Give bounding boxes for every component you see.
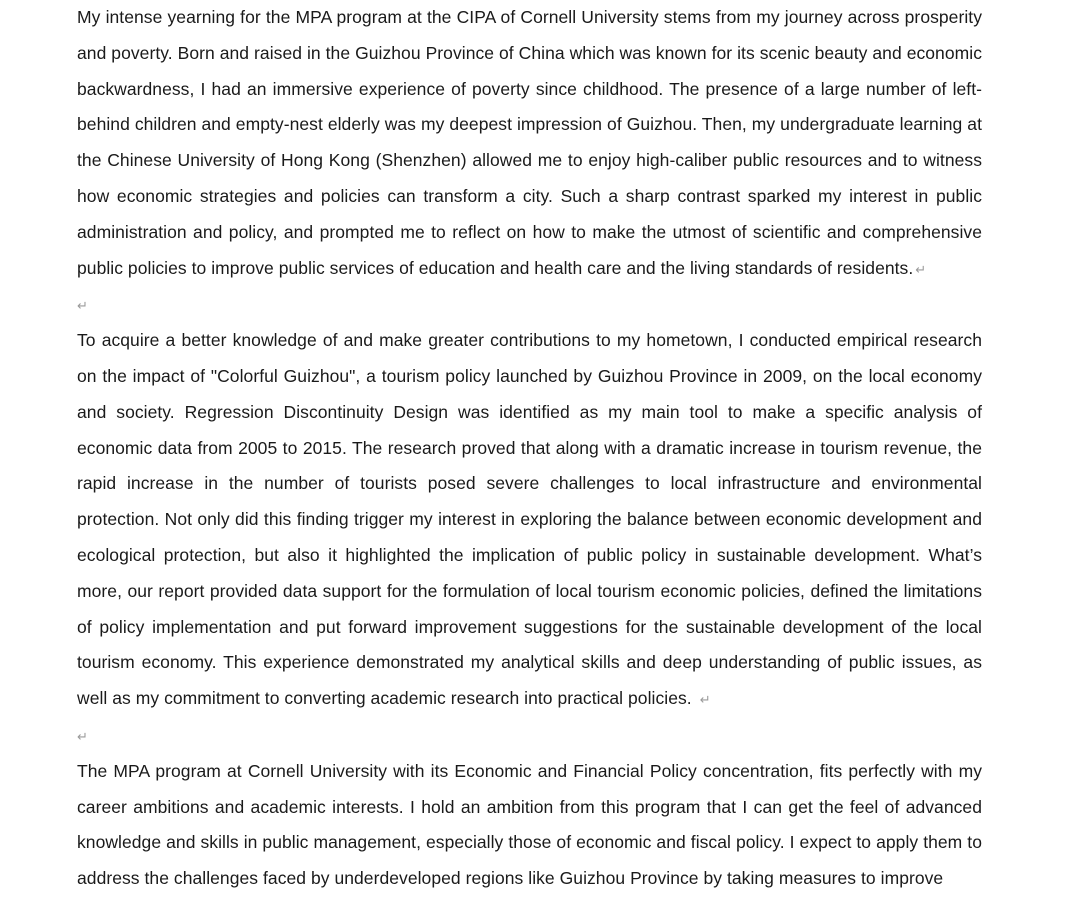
paragraph-mark-icon: ↵ xyxy=(915,261,927,277)
paragraph-mark-icon: ↵ xyxy=(699,692,711,708)
paragraph-2 xyxy=(77,323,982,718)
empty-paragraph xyxy=(77,718,982,754)
paragraph-3 xyxy=(77,754,982,897)
paragraph-1 xyxy=(77,0,982,287)
paragraph-mark-icon: ↵ xyxy=(77,298,88,314)
paragraph-3-text: The MPA program at Cornell University with its Economic and Financial Policy concentration, fits perfectly with my career ambitions and academic interests. I hold an ambition from this program that I can get the feel of advanced knowledge and skills in public management, especially those of economic and fiscal policy. I expect to apply them to address the challenges faced by underdeveloped regions like Guizhou Province by taking measures to improve xyxy=(77,760,982,889)
empty-paragraph xyxy=(77,287,982,323)
paragraph-2-text: To acquire a better knowledge of and make greater contributions to my hometown, I conducted empirical research on the impact of "Colorful Guizhou", a tourism policy launched by Guizhou Province in 2009, on the local economy and society. Regression Discontinuity Design was identified as my main tool to make a specific analysis of economic data from 2005 to 2015. The research proved that along with a dramatic increase in tourism revenue, the rapid increase in the number of tourists posed severe challenges to local infrastructure and environmental protection. Not only did this finding trigger my interest in exploring the balance between economic development and ecological protection, but also it highlighted the implication of public policy in sustainable development. What’s more, our report provided data support for the formulation of local tourism economic policies, defined the limitations of policy implementation and put forward improvement suggestions for the sustainable development of the local tourism economy. This experience demonstrated my analytical skills and deep understanding of public issues, as well as my commitment to converting academic research into practical policies. xyxy=(77,330,982,709)
document-page xyxy=(77,0,982,897)
paragraph-mark-icon: ↵ xyxy=(77,728,88,744)
paragraph-1-text: My intense yearning for the MPA program at the CIPA of Cornell University stems from my journey across prosperity and poverty. Born and raised in the Guizhou Province of China which was known for its scenic beauty and economic backwardness, I had an immersive experience of poverty since childhood. The presence of a large number of left-behind children and empty-nest elderly was my deepest impression of Guizhou. Then, my undergraduate learning at the Chinese University of Hong Kong (Shenzhen) allowed me to enjoy high-caliber public resources and to witness how economic strategies and policies can transform a city. Such a sharp contrast sparked my interest in public administration and policy, and prompted me to reflect on how to make the utmost of scientific and comprehensive public policies to improve public services of education and health care and the living standards of residents. xyxy=(77,7,982,278)
